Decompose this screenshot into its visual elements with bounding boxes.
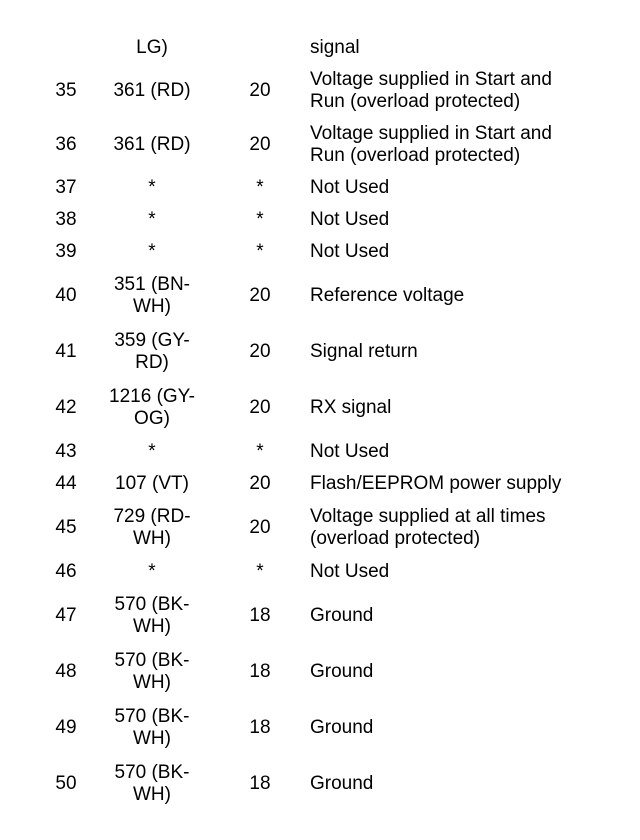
table-row xyxy=(38,756,600,812)
pinout-table-body xyxy=(38,32,600,812)
wire-text: 570 (BK-WH) xyxy=(114,594,190,637)
wire-text: 107 (VT) xyxy=(115,473,189,494)
function-cell xyxy=(310,324,600,380)
pin-cell: 35 xyxy=(55,80,77,101)
pin-cell: 46 xyxy=(55,561,77,582)
function-cell xyxy=(310,756,600,812)
table-row xyxy=(38,204,600,236)
wire-text: * xyxy=(148,561,156,582)
wire-cell xyxy=(94,500,210,556)
pin-cell: 40 xyxy=(55,285,77,306)
gauge-cell: 20 xyxy=(249,397,271,418)
wire-cell xyxy=(94,436,210,468)
table-row xyxy=(38,556,600,588)
pin-cell: 41 xyxy=(55,341,77,362)
wire-cell xyxy=(94,756,210,812)
wire-text: 570 (BK-WH) xyxy=(114,706,190,749)
pin-cell: 39 xyxy=(55,241,77,262)
function-text: Not Used xyxy=(310,209,390,230)
function-text: Voltage supplied at all times (overload protected) xyxy=(310,506,546,549)
pin-cell: 47 xyxy=(55,605,77,626)
pin-cell: 37 xyxy=(55,177,77,198)
function-text: Not Used xyxy=(310,241,390,262)
wire-cell xyxy=(94,468,210,500)
table-row xyxy=(38,32,600,64)
gauge-cell: 20 xyxy=(249,134,271,155)
table-row xyxy=(38,436,600,468)
function-text: Ground xyxy=(310,773,374,794)
table-row xyxy=(38,500,600,556)
function-text: signal xyxy=(310,37,360,58)
table-row xyxy=(38,380,600,436)
function-cell xyxy=(310,172,600,204)
pin-cell: 48 xyxy=(55,661,77,682)
function-cell xyxy=(310,268,600,324)
function-cell xyxy=(310,64,600,118)
pin-cell: 43 xyxy=(55,441,77,462)
wire-cell xyxy=(94,380,210,436)
pin-cell: 50 xyxy=(55,773,77,794)
gauge-cell: 18 xyxy=(249,773,271,794)
function-cell xyxy=(310,556,600,588)
table-row xyxy=(38,588,600,644)
table-row xyxy=(38,324,600,380)
function-cell xyxy=(310,380,600,436)
gauge-cell: 18 xyxy=(249,605,271,626)
function-text: Voltage supplied in Start and Run (overload protected) xyxy=(310,123,552,166)
table-row xyxy=(38,468,600,500)
wire-cell xyxy=(94,324,210,380)
gauge-cell xyxy=(210,32,310,64)
pin-cell: 44 xyxy=(55,473,77,494)
wire-cell xyxy=(94,204,210,236)
wire-text: * xyxy=(148,441,156,462)
gauge-cell: * xyxy=(256,241,264,262)
wire-cell xyxy=(94,32,210,64)
wire-text: 729 (RD-WH) xyxy=(113,506,191,549)
table-row xyxy=(38,118,600,172)
wire-cell xyxy=(94,700,210,756)
wire-text: * xyxy=(148,241,156,262)
pin-cell: 42 xyxy=(55,397,77,418)
table-row xyxy=(38,236,600,268)
function-cell xyxy=(310,468,600,500)
wire-cell xyxy=(94,172,210,204)
pinout-table xyxy=(38,32,600,812)
function-cell xyxy=(310,204,600,236)
function-cell xyxy=(310,436,600,468)
table-row xyxy=(38,644,600,700)
table-row xyxy=(38,700,600,756)
gauge-cell: 20 xyxy=(249,473,271,494)
wire-cell xyxy=(94,118,210,172)
wire-text: 1216 (GY-OG) xyxy=(109,386,195,429)
table-row xyxy=(38,172,600,204)
gauge-cell: 18 xyxy=(249,717,271,738)
function-text: Ground xyxy=(310,661,374,682)
gauge-cell: 20 xyxy=(249,80,271,101)
wire-text: 570 (BK-WH) xyxy=(114,762,190,805)
gauge-cell: 20 xyxy=(249,341,271,362)
gauge-cell: 20 xyxy=(249,285,271,306)
function-text: RX signal xyxy=(310,397,392,418)
wire-cell xyxy=(94,268,210,324)
wire-text: * xyxy=(148,209,156,230)
table-row xyxy=(38,268,600,324)
wire-text: 359 (GY-RD) xyxy=(114,330,190,373)
gauge-cell: 18 xyxy=(249,661,271,682)
wire-text: 570 (BK-WH) xyxy=(114,650,190,693)
function-cell xyxy=(310,700,600,756)
function-text: Not Used xyxy=(310,441,390,462)
pin-cell: 36 xyxy=(55,134,77,155)
function-text: Not Used xyxy=(310,561,390,582)
table-row xyxy=(38,64,600,118)
function-text: Voltage supplied in Start and Run (overload protected) xyxy=(310,69,552,112)
function-cell xyxy=(310,500,600,556)
function-cell xyxy=(310,118,600,172)
wire-cell xyxy=(94,236,210,268)
gauge-cell: * xyxy=(256,441,264,462)
wire-cell xyxy=(94,644,210,700)
function-text: Ground xyxy=(310,605,374,626)
function-cell xyxy=(310,236,600,268)
pin-cell xyxy=(38,32,94,64)
wire-cell xyxy=(94,588,210,644)
pin-cell: 49 xyxy=(55,717,77,738)
wire-text: 351 (BN-WH) xyxy=(113,274,191,317)
wire-text: * xyxy=(148,177,156,198)
pin-cell: 45 xyxy=(55,517,77,538)
gauge-cell: 20 xyxy=(249,517,271,538)
gauge-cell: * xyxy=(256,561,264,582)
wire-cell xyxy=(94,556,210,588)
pin-cell: 38 xyxy=(55,209,77,230)
wire-text: 361 (RD) xyxy=(113,80,191,101)
function-text: Reference voltage xyxy=(310,285,465,306)
wire-text: 361 (RD) xyxy=(113,134,191,155)
function-cell xyxy=(310,588,600,644)
function-text: Signal return xyxy=(310,341,418,362)
gauge-cell: * xyxy=(256,177,264,198)
function-cell xyxy=(310,644,600,700)
gauge-cell: * xyxy=(256,209,264,230)
function-text: Not Used xyxy=(310,177,390,198)
function-cell xyxy=(310,32,600,64)
wire-cell xyxy=(94,64,210,118)
function-text: Ground xyxy=(310,717,374,738)
function-text: Flash/EEPROM power supply xyxy=(310,473,562,494)
wire-text: LG) xyxy=(136,37,168,58)
